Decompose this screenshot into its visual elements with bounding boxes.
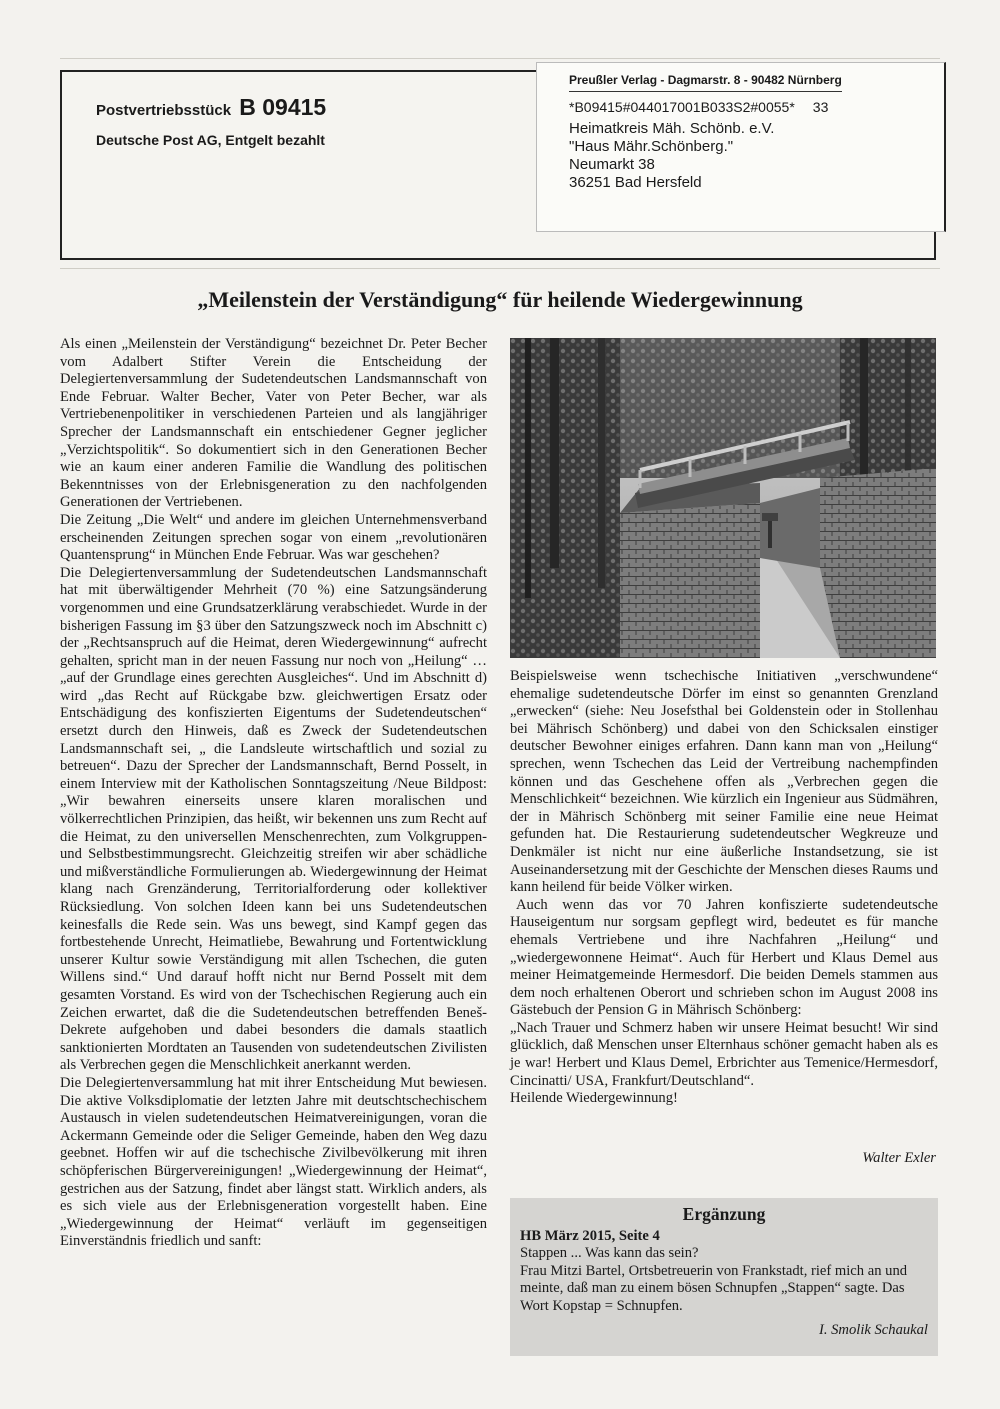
address-line-2: "Haus Mähr.Schönberg." [569,138,734,155]
article-paragraph: Die Delegiertenversammlung hat mit ihrer Entscheidung Mut bewiesen. Die aktive Volksdiplomatie der letzten Jahre mit deutschtschechischem Austausch in vielen sudetendeutschen Heimatvereinigungen, voran die Ackermann Gemeinde oder die Seliger Gemeinde, haben den Weg dazu geebnet. Hoffen wir auf die tschechische Zivilbevölkerung mit ihren schöpferischen Bürgervereinigungen! „Wiedergewinnung der Heimat“, gestrichen aus der Satzung, findet aber längst statt. Wirklich anders, als es sich viele aus der Erlebnisgeneration vorgestellt haben. Eine „Wiedergewinnung der Heimat“ verläuft im gegenseitigen Einverständnis friedlich und sanft: [60,1074,487,1250]
sender-line: Preußler Verlag - Dagmarstr. 8 - 90482 Nürnberg [569,71,842,92]
article-right-column [510,668,938,1108]
postvertrieb-number: B 09415 [239,94,327,120]
postvertrieb-text: Postvertriebsstück [96,102,232,119]
article-quote: „Nach Trauer und Schmerz haben wir unsere Heimat besucht! Wir sind glücklich, daß Menschen unser Elternhaus schöner gemacht haben als es je war! Herbert und Klaus Demel, Erbrichter aus Temenice/Hermesdorf, Cincinatti/ USA, Frankfurt/Deutschland“. [510,1019,938,1089]
routing-code [569,98,944,116]
bleed-through-line [60,268,940,269]
address-label [536,62,946,232]
article-paragraph: Als einen „Meilenstein der Verständigung“ bezeichnet Dr. Peter Becher vom Adalbert Stifter Verein die Entscheidung der Delegiertenversammlung der Sudetendeutschen Landsmannschaft von Ende Februar. Walter Becher, Vater von Peter Becher, war als Vertriebenenpolitiker in verschiedenen Parteien und als langjähriger Sprecher der Landsmannschaft ein entschiedener Gegner jeglicher „Verzichtspolitik“. So dokumentiert sich in den Generationen Becher wie an kaum einer anderen Familie die Wandlung des politischen Bekenntnisses von der Erlebnisgeneration zu den nachfolgenden Generationen der Vertriebenen. [60,336,487,511]
supplement-text: Frau Mitzi Bartel, Ortsbetreuerin von Frankstadt, rief mich an und meinte, daß man zu einem bösen Schnupfen „Stappen“ sagte. Das Wort Kopstap = Schnupfen. [520,1262,908,1314]
article-author: Walter Exler [862,1150,936,1166]
address-line-3: Neumarkt 38 [569,156,655,173]
supplement-author: I. Smolik Schaukal [818,1321,928,1338]
routing-code-suffix: 33 [812,99,829,115]
article-paragraph: Die Zeitung „Die Welt“ und andere im gleichen Unternehmensverband erscheinenden Zeitungen sprechen sogar von einem „revolutionären Quantensprung“ in München Ende Februar. Was war geschehen? [60,511,487,564]
supplement-box [510,1198,938,1356]
bleed-through-line [60,58,940,59]
article-paragraph: Beispielsweise wenn tschechische Initiativen „verschwundene“ ehemalige sudetendeutsche Dörfer im einst so genannten Grenzland „erwecken“ (siehe: Neu Josefsthal bei Goldenstein oder in Stollenhau bei Mährisch Schönberg) und dabei von den Schicksalen einstiger deutscher Bewohner einiges erfahren. Dann kann man von „Heilung“ sprechen, wenn Tschechen das Leid der Vertreibung nachempfinden können und das Geschehene offen als „Verbrechen gegen die Menschlichkeit“ bezeichnen. Wie kürzlich ein Ingenieur aus Südmähren, der in Mährisch Schönberg mit seiner Familie eine neue Heimat gefunden hat. Die Restaurierung sudetendeutscher Wegkreuze und Denkmäler ist nicht nur eine äußerliche Instandsetzung, sie ist Auseinandersetzung mit der Geschichte der Menschen dieses Raums und kann heilend für beide Völker wirken. [510,668,938,896]
article-paragraph: Auch wenn das vor 70 Jahren konfiszierte sudetendeutsche Hauseigentum nur sorgsam gepflegt wird, bedeutet es für manche ehemals Vertriebene und ihre Nachfahren „Heilung“ und „wiedergewonnene Heimat“. Auch für Herbert und Klaus Demel aus meiner Heimatgemeinde Hermesdorf. Die beiden Demels stammen aus dem noch erhaltenen Oberort und schrieben schon im August 2008 ins Gästebuch der Pension G in Mährisch Schönberg: [510,896,938,1019]
postvertrieb-label [96,94,326,121]
address-line-4: 36251 Bad Hersfeld [569,174,702,191]
mailing-box [60,70,936,260]
supplement-reference: HB März 2015, Seite 4 [520,1227,660,1244]
routing-code-text: *B09415#044017001B033S2#0055* [569,99,795,115]
photo-forest-bridge [510,338,936,658]
address-line-1: Heimatkreis Mäh. Schönb. e.V. [569,120,775,137]
postage-note: Deutsche Post AG, Entgelt bezahlt [96,132,325,148]
article-left-column [60,336,487,1251]
article-paragraph: Die Delegiertenversammlung der Sudetendeutschen Landsmannschaft hat mit überwältigender Mehrheit (70 %) eine Satzungsänderung vorgenommen und eine Grundsatzerklärung verabschiedet. Wurde in der bisherigen Fassung im §3 über den Satzungszweck noch im Abschnitt c) der „Rechtsanspruch auf die Heimat, deren Wiedergewinnung“ aufrecht gehalten, spricht man in der neuen Fassung nur noch von „Heilung“ … „auf der Grundlage eines gerechten Ausgleiches“. Und im Abschnitt d) wird „das Recht auf Rückgabe bzw. gleichwertigen Ersatz oder Entschädigung des konfiszierten Eigentums der Sudetendeutschen“ ersetzt durch den Hinweis, daß es Zweck der Sudetendeutschen Landsmannschaft sei, „ die Landsleute wirtschaftlich und sozial zu betreuen“. Dazu der Sprecher der Landsmannschaft, Bernd Posselt, in einem Interview mit der Katholischen Sonntagszeitung /Neue Bildpost: „Wir bewahren einerseits unsere klaren moralischen und völkerrechtlichen Prinzipien, das heißt, wir bekennen uns zum Recht auf die Heimat, zu den universellen Menschenrechten, zum Volkgruppen- und Selbstbestimmungsrecht. Gleichzeitig streifen wir aber schädliche und mißverständliche Formulierungen ab. Wiedergewinnung der Heimat klang nach Grenzänderung, Territorialforderung oder kollektiver Rücksiedlung. Von solchen Ideen kann bei uns Sudetendeutschen keinesfalls die Rede sein. Was uns bewegt, sind Kampf gegen das fortbestehende Unrecht, Heimatliebe, Bewahrung und Fortentwicklung unserer Kultur sowie Verständigung mit allen Tschechen, die guten Willens sind.“ Und darauf hofft nicht nur Bernd Posselt mit dem gesamten Vorstand. Es wird von der Tschechischen Regierung auch ein Zeichen erwartet, daß die die Sudetendeutschen betreffenden Beneš-Dekrete aufgehoben und dabei besonders die damals staatlich sanktionierten Mordtaten an Tausenden von sudetendeutschen Zivilisten als Verbrechen gegen die Menschlichkeit anerkannt werden. [60,564,487,1074]
supplement-question: Stappen ... Was kann das sein? [520,1245,699,1262]
article-headline: „Meilenstein der Verständigung“ für heilende Wiedergewinnung [197,287,803,312]
article-paragraph: Heilende Wiedergewinnung! [510,1090,678,1107]
supplement-title: Ergänzung [682,1204,766,1224]
